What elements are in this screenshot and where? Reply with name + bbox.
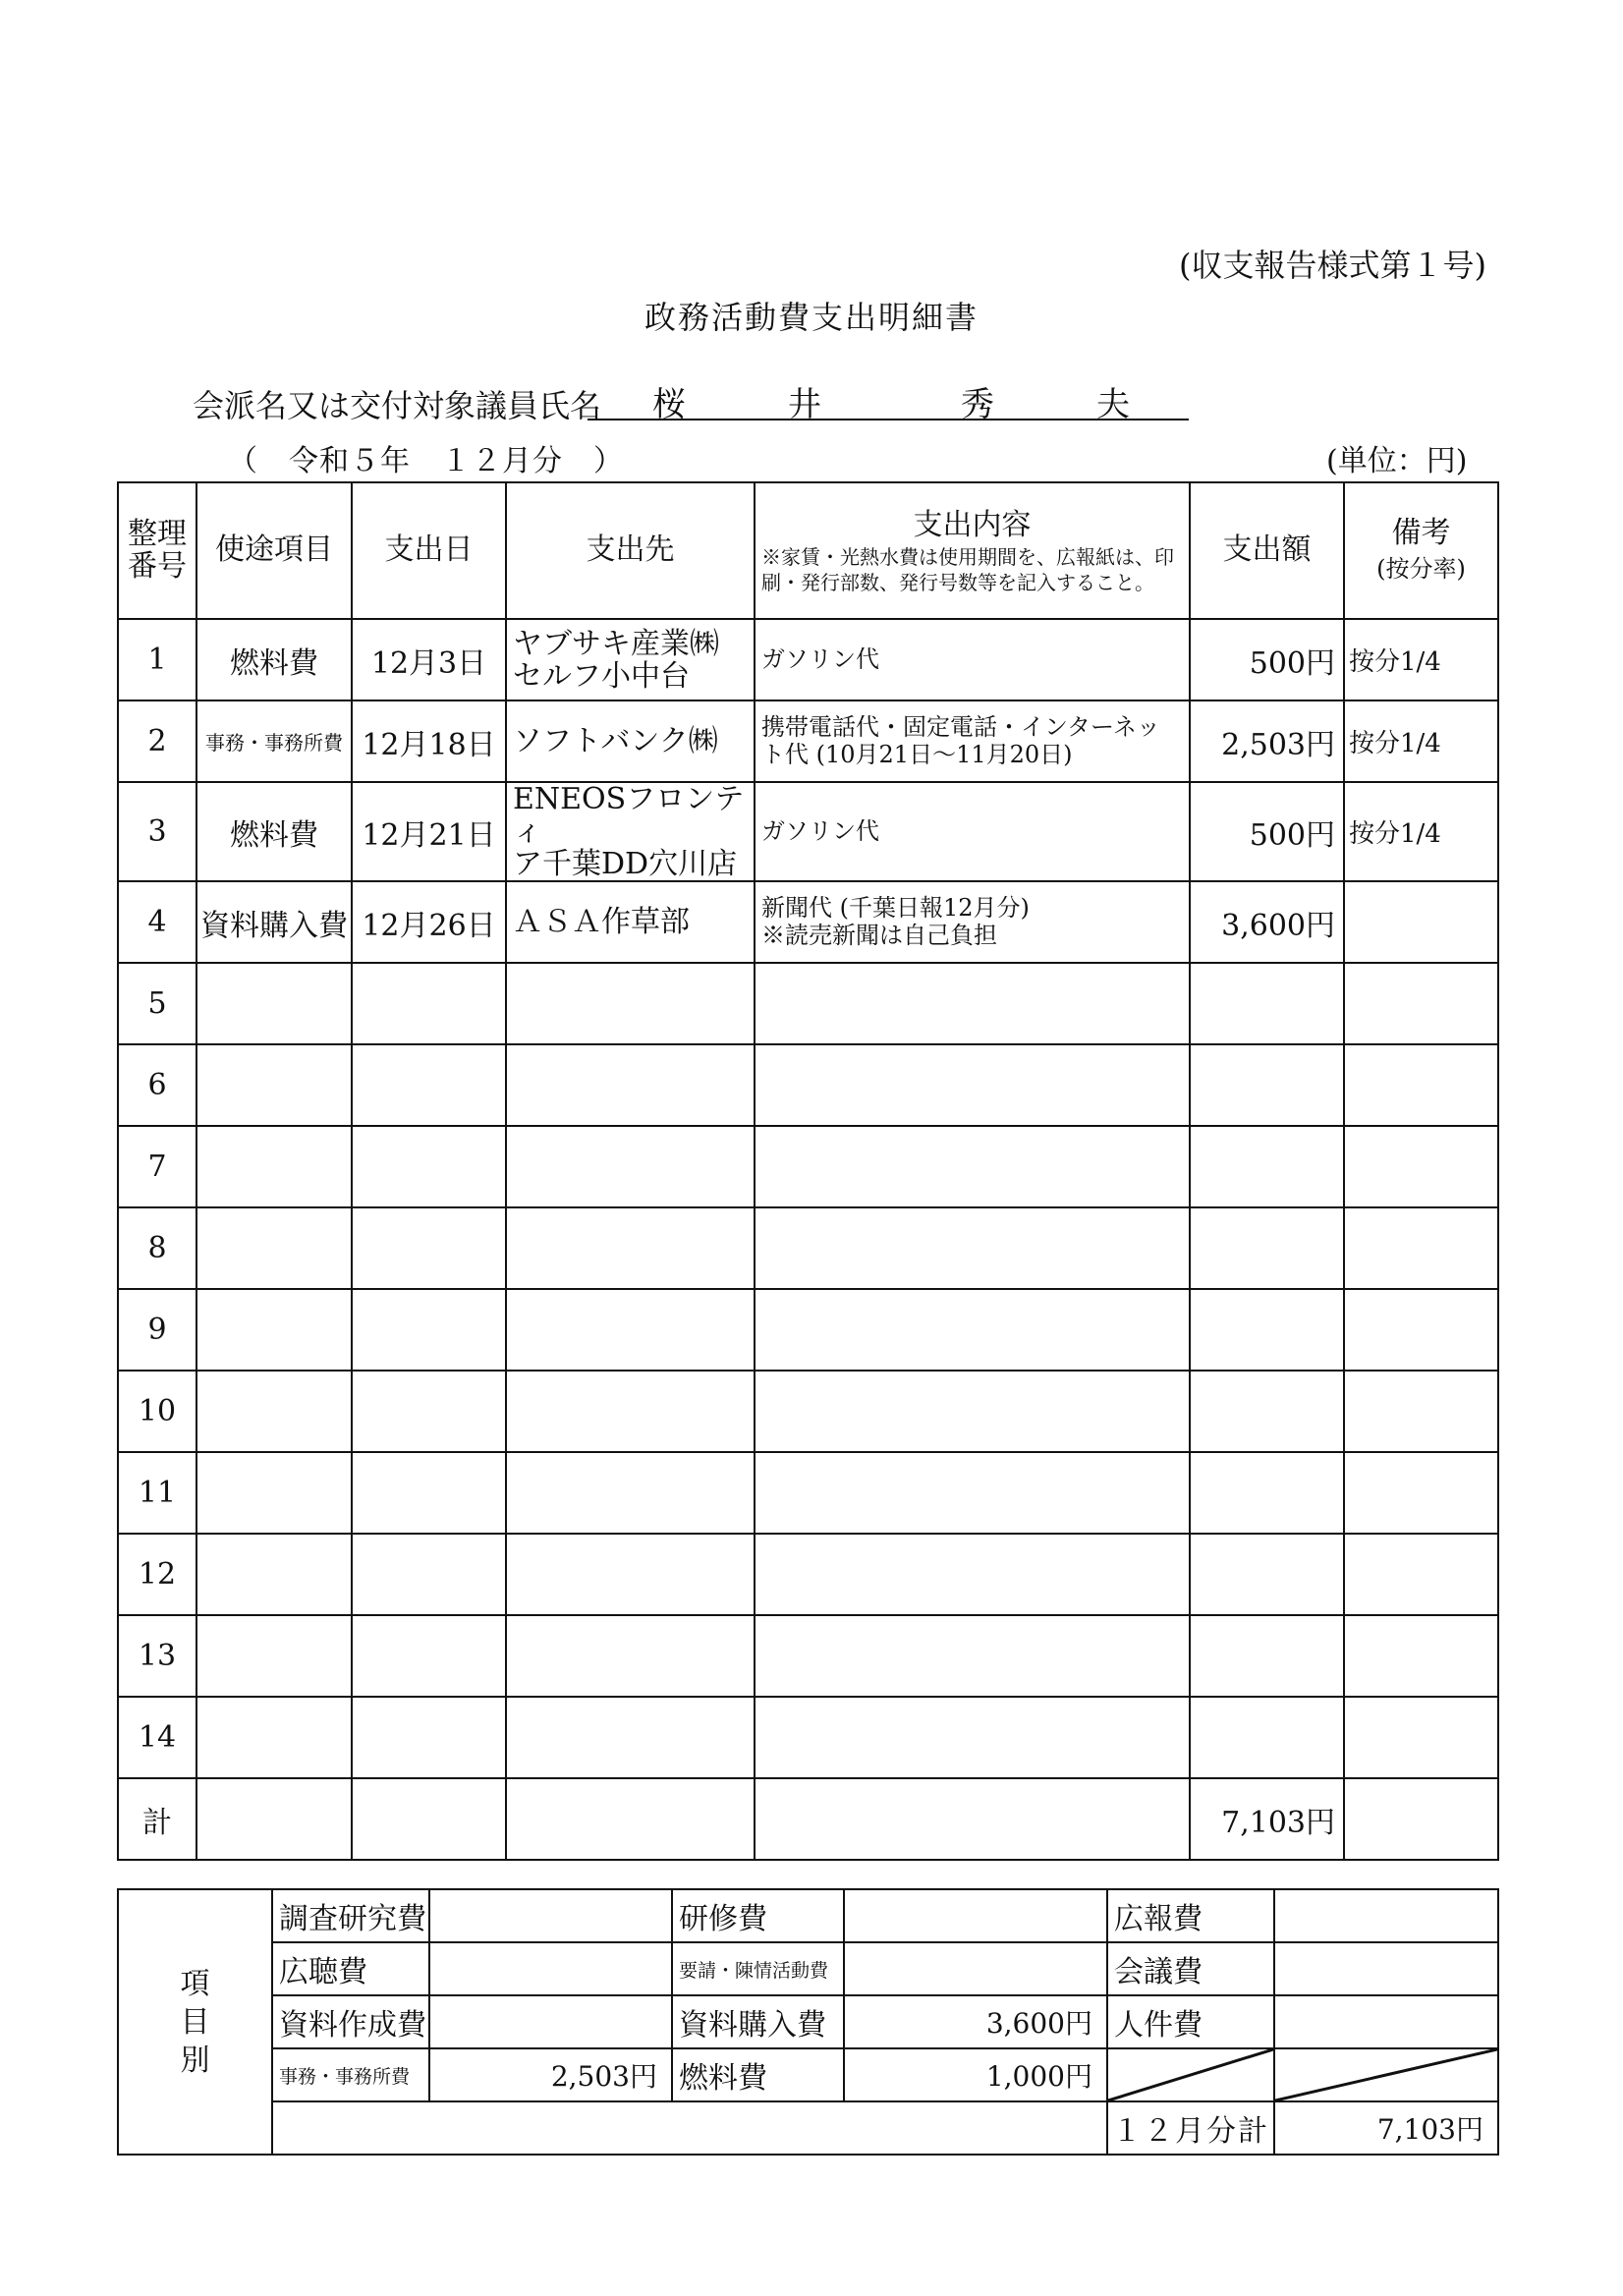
row-payee bbox=[506, 1289, 755, 1371]
table-row bbox=[118, 700, 1498, 782]
row-remarks bbox=[1344, 1044, 1498, 1126]
row-amount: 500円 bbox=[1190, 619, 1344, 700]
row-description: 新聞代 (千葉日報12月分) ※読売新聞は自己負担 bbox=[755, 881, 1190, 963]
docs-buy-value: 3,600円 bbox=[844, 1995, 1107, 2048]
row-use: 事務・事務所費 bbox=[196, 700, 352, 782]
training-value bbox=[844, 1889, 1107, 1942]
table-row bbox=[118, 1371, 1498, 1452]
row-description: ガソリン代 bbox=[755, 782, 1190, 881]
row-use bbox=[196, 1289, 352, 1371]
row-use: 燃料費 bbox=[196, 619, 352, 700]
hearing-value bbox=[429, 1942, 672, 1995]
row-use bbox=[196, 1615, 352, 1697]
row-no: 5 bbox=[118, 963, 196, 1044]
row-description bbox=[755, 1697, 1190, 1778]
expense-table bbox=[117, 481, 1499, 1861]
row-description bbox=[755, 1044, 1190, 1126]
row-date bbox=[352, 1044, 506, 1126]
row-description bbox=[755, 1207, 1190, 1289]
table-row bbox=[118, 1615, 1498, 1697]
member-label: 会派名又は交付対象議員氏名 bbox=[193, 387, 602, 424]
row-use bbox=[196, 1207, 352, 1289]
header-use: 使途項目 bbox=[196, 482, 352, 619]
row-amount bbox=[1190, 1452, 1344, 1534]
table-row bbox=[118, 1452, 1498, 1534]
name-underline bbox=[588, 419, 1189, 420]
office-label: 事務・事務所費 bbox=[272, 2048, 429, 2101]
row-no: 6 bbox=[118, 1044, 196, 1126]
row-remarks bbox=[1344, 1289, 1498, 1371]
header-no: 整理番号 bbox=[118, 482, 196, 619]
docs-create-label: 資料作成費 bbox=[272, 1995, 429, 2048]
header-content-title: 支出内容 bbox=[913, 508, 1032, 542]
row-description bbox=[755, 1452, 1190, 1534]
personnel-label: 人件費 bbox=[1107, 1995, 1274, 2048]
research-label: 調査研究費 bbox=[272, 1889, 429, 1942]
row-payee: ヤブサキ産業㈱ セルフ小中台 bbox=[506, 619, 755, 700]
row-date: 12月18日 bbox=[352, 700, 506, 782]
pr-label: 広報費 bbox=[1107, 1889, 1274, 1942]
row-date bbox=[352, 1126, 506, 1207]
row-remarks bbox=[1344, 1207, 1498, 1289]
meeting-value bbox=[1274, 1942, 1498, 1995]
hearing-label: 広聴費 bbox=[272, 1942, 429, 1995]
member-name-char: 桜 bbox=[652, 385, 686, 424]
row-remarks bbox=[1344, 1615, 1498, 1697]
summary-table bbox=[117, 1888, 1499, 2156]
row-date bbox=[352, 1371, 506, 1452]
table-row bbox=[118, 1207, 1498, 1289]
row-payee bbox=[506, 1371, 755, 1452]
row-date bbox=[352, 1452, 506, 1534]
row-amount bbox=[1190, 963, 1344, 1044]
row-description bbox=[755, 1126, 1190, 1207]
table-row bbox=[118, 1697, 1498, 1778]
fuel-value: 1,000円 bbox=[844, 2048, 1107, 2101]
row-no: 4 bbox=[118, 881, 196, 963]
personnel-value bbox=[1274, 1995, 1498, 2048]
petition-label: 要請・陳情活動費 bbox=[672, 1942, 844, 1995]
row-remarks bbox=[1344, 881, 1498, 963]
row-use bbox=[196, 1126, 352, 1207]
diagonal-cell bbox=[1107, 2048, 1274, 2101]
header-payee: 支出先 bbox=[506, 482, 755, 619]
row-amount bbox=[1190, 1289, 1344, 1371]
row-use: 燃料費 bbox=[196, 782, 352, 881]
row-payee bbox=[506, 1534, 755, 1615]
row-use bbox=[196, 1697, 352, 1778]
summary-side-label: 項 目 別 bbox=[118, 1889, 272, 2155]
row-no: 2 bbox=[118, 700, 196, 782]
row-amount bbox=[1190, 1044, 1344, 1126]
form-number: (収支報告様式第１号) bbox=[1179, 247, 1486, 284]
member-name-char: 夫 bbox=[1096, 385, 1130, 424]
row-use bbox=[196, 1534, 352, 1615]
row-payee bbox=[506, 1207, 755, 1289]
row-description bbox=[755, 1289, 1190, 1371]
row-payee: ENEOSフロンティ ア千葉DD穴川店 bbox=[506, 782, 755, 881]
header-content-note: ※家賃・光熱水費は使用期間を、広報紙は、印刷・発行部数、発行号数等を記入すること。 bbox=[761, 545, 1174, 594]
row-no: 9 bbox=[118, 1289, 196, 1371]
row-no: 3 bbox=[118, 782, 196, 881]
table-row bbox=[118, 1534, 1498, 1615]
header-amount: 支出額 bbox=[1190, 482, 1344, 619]
training-label: 研修費 bbox=[672, 1889, 844, 1942]
table-row bbox=[118, 963, 1498, 1044]
month-total-value: 7,103円 bbox=[1274, 2101, 1498, 2155]
row-amount: 500円 bbox=[1190, 782, 1344, 881]
docs-create-value bbox=[429, 1995, 672, 2048]
research-value bbox=[429, 1889, 672, 1942]
row-description: 携帯電話代・固定電話・インターネッ ト代 (10月21日～11月20日) bbox=[755, 700, 1190, 782]
row-no: 10 bbox=[118, 1371, 196, 1452]
row-no: 7 bbox=[118, 1126, 196, 1207]
row-amount bbox=[1190, 1615, 1344, 1697]
row-amount: 3,600円 bbox=[1190, 881, 1344, 963]
row-payee bbox=[506, 963, 755, 1044]
row-payee: ＡＳＡ作草部 bbox=[506, 881, 755, 963]
row-remarks: 按分1/4 bbox=[1344, 782, 1498, 881]
table-row bbox=[118, 1289, 1498, 1371]
row-remarks bbox=[1344, 963, 1498, 1044]
header-content bbox=[755, 482, 1190, 619]
row-date bbox=[352, 963, 506, 1044]
docs-buy-label: 資料購入費 bbox=[672, 1995, 844, 2048]
row-remarks: 按分1/4 bbox=[1344, 700, 1498, 782]
row-date: 12月3日 bbox=[352, 619, 506, 700]
total-label: 計 bbox=[118, 1778, 196, 1860]
table-header bbox=[118, 482, 1498, 619]
table-row bbox=[118, 1044, 1498, 1126]
summary-blank bbox=[272, 2101, 1107, 2155]
row-use bbox=[196, 1371, 352, 1452]
meeting-label: 会議費 bbox=[1107, 1942, 1274, 1995]
row-date bbox=[352, 1534, 506, 1615]
member-name-char: 秀 bbox=[961, 385, 994, 424]
row-payee bbox=[506, 1615, 755, 1697]
row-payee bbox=[506, 1044, 755, 1126]
row-amount bbox=[1190, 1126, 1344, 1207]
office-value: 2,503円 bbox=[429, 2048, 672, 2101]
row-date: 12月21日 bbox=[352, 782, 506, 881]
row-no: 8 bbox=[118, 1207, 196, 1289]
row-no: 14 bbox=[118, 1697, 196, 1778]
month-total-label: １２月分計 bbox=[1107, 2101, 1274, 2155]
member-name-char: 井 bbox=[788, 385, 821, 424]
row-payee bbox=[506, 1126, 755, 1207]
row-no: 11 bbox=[118, 1452, 196, 1534]
row-use bbox=[196, 1452, 352, 1534]
row-remarks bbox=[1344, 1126, 1498, 1207]
row-payee: ソフトバンク㈱ bbox=[506, 700, 755, 782]
row-amount bbox=[1190, 1534, 1344, 1615]
period: （ 令和５年 １２月分 ） bbox=[228, 444, 624, 478]
row-description: ガソリン代 bbox=[755, 619, 1190, 700]
fuel-label: 燃料費 bbox=[672, 2048, 844, 2101]
row-use bbox=[196, 963, 352, 1044]
row-date: 12月26日 bbox=[352, 881, 506, 963]
header-date: 支出日 bbox=[352, 482, 506, 619]
total-amount: 7,103円 bbox=[1190, 1778, 1344, 1860]
row-remarks bbox=[1344, 1371, 1498, 1452]
row-payee bbox=[506, 1697, 755, 1778]
row-remarks bbox=[1344, 1452, 1498, 1534]
row-date bbox=[352, 1207, 506, 1289]
row-description bbox=[755, 1615, 1190, 1697]
row-no: 1 bbox=[118, 619, 196, 700]
table-row bbox=[118, 619, 1498, 700]
row-remarks bbox=[1344, 1697, 1498, 1778]
row-amount bbox=[1190, 1697, 1344, 1778]
row-payee bbox=[506, 1452, 755, 1534]
row-description bbox=[755, 1534, 1190, 1615]
row-remarks: 按分1/4 bbox=[1344, 619, 1498, 700]
row-date bbox=[352, 1697, 506, 1778]
table-row bbox=[118, 881, 1498, 963]
table-row bbox=[118, 1126, 1498, 1207]
member-name bbox=[589, 377, 1189, 424]
header-remarks: 備考 (按分率) bbox=[1344, 482, 1498, 619]
page-title: 政務活動費支出明細書 bbox=[644, 299, 979, 336]
row-description bbox=[755, 1371, 1190, 1452]
row-remarks bbox=[1344, 1534, 1498, 1615]
row-no: 12 bbox=[118, 1534, 196, 1615]
table-row bbox=[118, 782, 1498, 881]
row-amount: 2,503円 bbox=[1190, 700, 1344, 782]
pr-value bbox=[1274, 1889, 1498, 1942]
unit-label: (単位：円) bbox=[1326, 444, 1468, 478]
diagonal-cell bbox=[1274, 2048, 1498, 2101]
row-date bbox=[352, 1615, 506, 1697]
row-amount bbox=[1190, 1207, 1344, 1289]
row-use: 資料購入費 bbox=[196, 881, 352, 963]
row-date bbox=[352, 1289, 506, 1371]
row-use bbox=[196, 1044, 352, 1126]
row-description bbox=[755, 963, 1190, 1044]
row-amount bbox=[1190, 1371, 1344, 1452]
total-row bbox=[118, 1778, 1498, 1860]
petition-value bbox=[844, 1942, 1107, 1995]
row-no: 13 bbox=[118, 1615, 196, 1697]
